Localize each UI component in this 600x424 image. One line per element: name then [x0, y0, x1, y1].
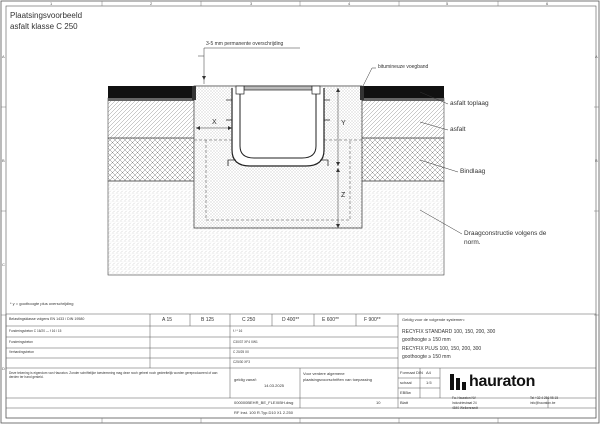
system-1: RECYFIX STANDARD 100, 150, 200, 300	[402, 329, 496, 335]
scale-label: schaal	[400, 380, 412, 385]
legal-text: Deze tekening is eigendom van Hauraton. Zonder schriftelijke toestemming mag deze noch geheel noch gedeeltelijk worden gereproduceerd of aan derden ter hand gesteld.	[9, 371, 218, 379]
row-d1-val: C25/30 XF3	[233, 360, 251, 364]
row-fundering: Funderingsbeton C 16/20 — f 16 / 15	[9, 329, 62, 333]
label-asphalt: asfalt	[450, 126, 466, 133]
valid-from-label: geldig vanaf:	[234, 377, 257, 382]
system-2: RECYFIX PLUS 100, 150, 200, 300	[402, 346, 482, 352]
label-joint: bitumineuze voegband	[378, 64, 429, 70]
label-base-2: norm.	[464, 239, 481, 246]
system-1-height: goothoogte ≥ 150 mm	[402, 337, 451, 343]
grid-row-a: A	[2, 54, 5, 59]
class-a15: A 15	[162, 317, 173, 323]
dim-x: X	[212, 119, 217, 126]
grid-col-3: 3	[250, 1, 253, 6]
ref-note-1: Voor verdere algemene	[303, 371, 345, 376]
grid-col-4: 4	[348, 1, 351, 6]
format-val: A4	[426, 370, 431, 375]
row-c1: Verhardingsbeton	[9, 350, 34, 354]
drawing-subtitle: asfalt klasse C 250	[10, 22, 78, 31]
dim-z: Z	[341, 192, 346, 199]
system-2-height: goothoogte ≥ 150 mm	[402, 354, 451, 360]
row-b2: Funderingsbeton	[9, 340, 33, 344]
brand-name: hauraton	[469, 373, 536, 390]
grid-row-c: C	[2, 262, 5, 267]
label-top-layer: asfalt toplaag	[450, 100, 489, 107]
tolerance-label: 3-5 mm permanente overschrijding	[206, 41, 284, 47]
row-b2-val: C30/37 XF4 XW1	[233, 340, 258, 344]
contact-1: Tel +32 4 256 95 15	[530, 396, 559, 400]
address-1: Fa. Hauraton NV	[452, 396, 476, 400]
class-e600: E 600**	[322, 317, 339, 323]
label-binder: Bindlaag	[460, 168, 486, 175]
valid-from: 14.03.2025	[264, 383, 285, 388]
grid-row-b: B	[2, 158, 5, 163]
contact-2: info@hauraton.be	[530, 401, 556, 405]
scale-val: 1:5	[426, 380, 432, 385]
grid-row-a-right: A	[595, 54, 598, 59]
drawing-number: 000000BEHR_BE_FLEXIBH.dwg	[234, 400, 294, 405]
format-label: Formaat DIN	[400, 370, 423, 375]
valid-header: Geldig voor de volgende systemen:	[402, 317, 465, 322]
sheet-label: Blatt	[400, 400, 409, 405]
row-c1-val: C 20/25 X0	[233, 350, 249, 354]
classes-label: Belastingsklasse volgens EN 1433 / DIN 19580	[9, 317, 85, 321]
grid-row-d: D	[2, 366, 5, 371]
address-3: 4840 Welkenraedt	[452, 406, 478, 410]
drawing-title: Plaatsingsvoorbeeld	[10, 11, 83, 20]
grid-row-b-right: B	[595, 158, 598, 163]
dim-y: Y	[341, 120, 346, 127]
label-base-1: Draagconstructie volgens de	[464, 230, 547, 237]
address-2: Industriestraat 24	[452, 401, 477, 405]
grid-col-6: 6	[546, 1, 549, 6]
class-c250: C 250	[242, 317, 256, 323]
footnote: * y = goothoogte plus overschrijding	[10, 301, 74, 306]
unit: EBBw	[400, 390, 411, 395]
grid-col-5: 5	[446, 1, 449, 6]
hauraton-logo	[450, 371, 540, 393]
file-ref: RF Inst. 100 R.Typ.D10 X1 2.250	[234, 410, 293, 415]
class-d400: D 400**	[282, 317, 300, 323]
class-b125: B 125	[201, 317, 215, 323]
grid-col-2: 2	[150, 1, 153, 6]
sheet-number: 10	[376, 400, 381, 405]
grid-col-1: 1	[50, 1, 53, 6]
logo-mark-icon	[450, 374, 466, 390]
ref-note-2: plaatsingsvoorschriften van toepassing	[303, 377, 372, 382]
row-fundering-val: f / * 16	[233, 329, 243, 333]
class-f900: F 900**	[364, 317, 381, 323]
